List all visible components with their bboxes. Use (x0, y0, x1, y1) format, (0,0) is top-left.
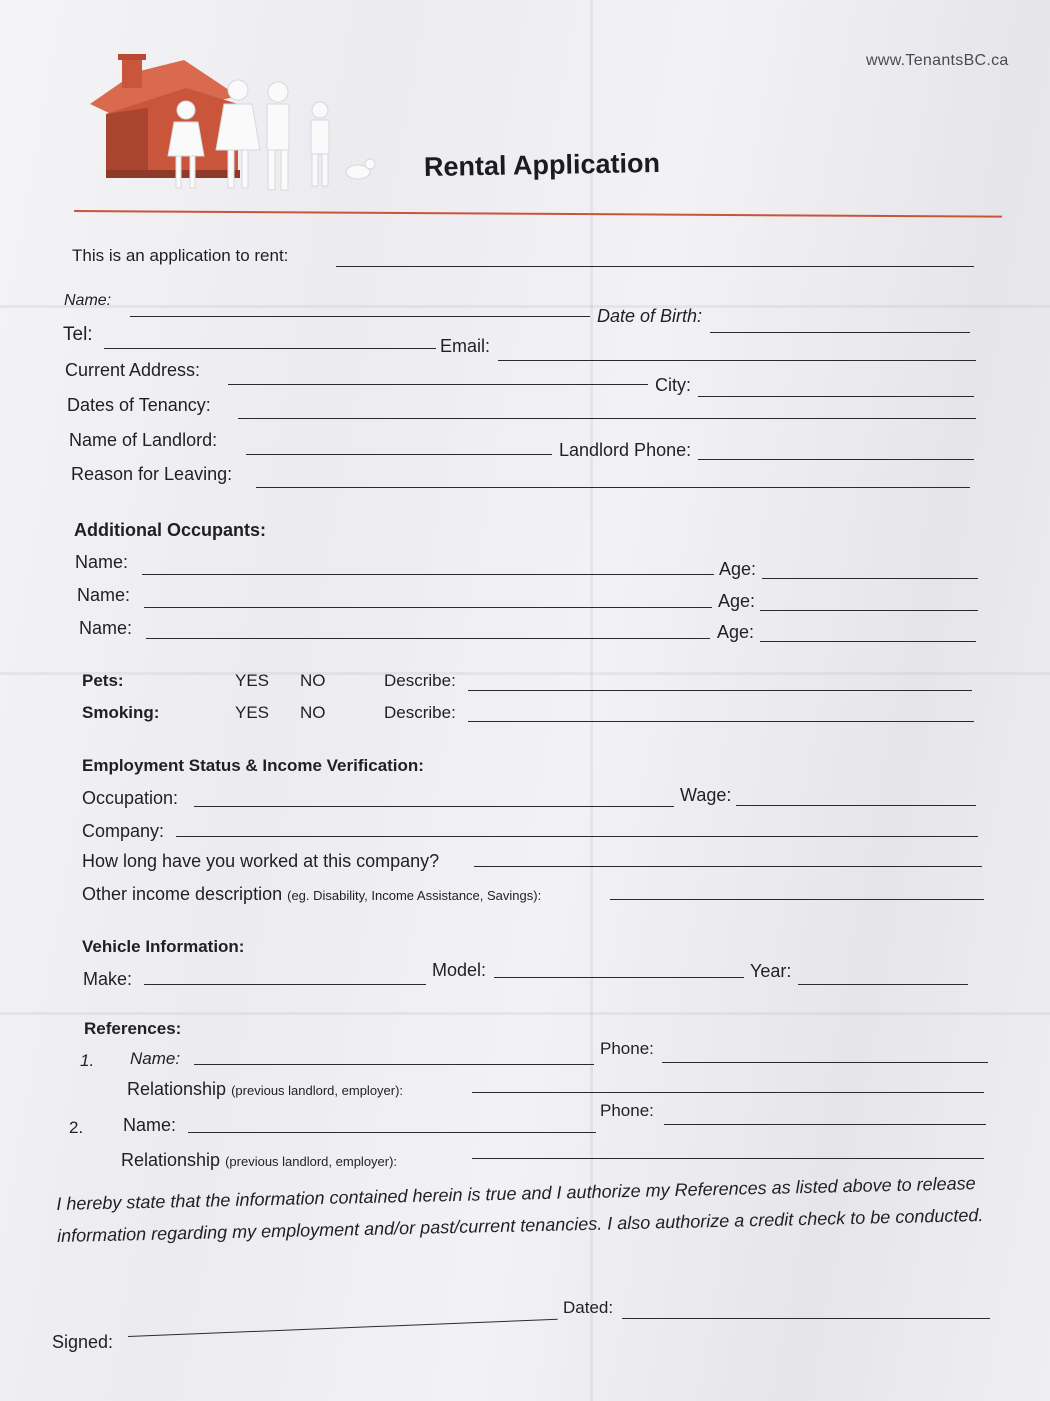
landlord-name-field[interactable] (246, 454, 552, 455)
occupant-2-age-field[interactable] (760, 610, 978, 611)
occupants-heading: Additional Occupants: (74, 520, 267, 540)
name-label: Name: (64, 292, 112, 309)
paper-fold (0, 305, 1050, 308)
application-to-rent-field[interactable] (336, 266, 974, 267)
relationship-text: Relationship (121, 1150, 221, 1170)
city-field[interactable] (698, 396, 974, 397)
declaration-text: I hereby state that the information contained herein is true and I authorize my References as listed above to release information regarding my employment and/or past/current tenancies. I also authorize a credit check to be conducted. (56, 1173, 984, 1246)
house-family-icon (88, 52, 378, 197)
occupant-age-label: Age: (718, 591, 756, 611)
how-long-label: How long have you worked at this company? (82, 851, 440, 871)
other-income-text: Other income description (82, 884, 283, 904)
page-title: Rental Application (423, 147, 661, 183)
occupant-name-label: Name: (79, 618, 133, 638)
reference-relationship-label (127, 1079, 403, 1100)
reference-1-relationship-field[interactable] (472, 1092, 984, 1093)
other-income-field[interactable] (610, 899, 984, 900)
reason-for-leaving-label: Reason for Leaving: (71, 464, 233, 484)
website-url: www.TenantsBC.ca (866, 52, 1009, 69)
tel-label: Tel: (63, 324, 93, 345)
reference-phone-label: Phone: (600, 1039, 654, 1058)
reference-1-name-field[interactable] (194, 1064, 594, 1065)
signed-label: Signed: (52, 1332, 114, 1352)
other-income-label (82, 884, 541, 905)
signed-field[interactable] (128, 1319, 558, 1337)
model-field[interactable] (494, 977, 744, 978)
current-address-field[interactable] (228, 384, 648, 385)
pets-describe-field[interactable] (468, 690, 972, 691)
occupant-2-name-field[interactable] (144, 607, 712, 608)
occupant-age-label: Age: (717, 622, 755, 642)
title-divider (74, 210, 1002, 218)
occupant-age-label: Age: (719, 559, 757, 579)
dated-label: Dated: (563, 1298, 614, 1317)
vehicle-heading: Vehicle Information: (82, 937, 245, 956)
relationship-note: (previous landlord, employer): (225, 1154, 398, 1169)
other-income-note: (eg. Disability, Income Assistance, Savings): (287, 888, 542, 903)
references-heading: References: (84, 1019, 182, 1038)
landlord-phone-label: Landlord Phone: (559, 440, 692, 460)
reference-name-label: Name: (130, 1049, 181, 1068)
landlord-name-label: Name of Landlord: (69, 430, 218, 450)
reference-name-label: Name: (123, 1115, 177, 1135)
dated-field[interactable] (622, 1318, 990, 1319)
make-label: Make: (83, 969, 133, 989)
reference-phone-label: Phone: (600, 1101, 654, 1120)
wage-field[interactable] (736, 805, 976, 806)
company-field[interactable] (176, 836, 978, 837)
smoking-describe-field[interactable] (468, 721, 974, 722)
occupation-label: Occupation: (82, 788, 179, 808)
reference-1-phone-field[interactable] (662, 1062, 988, 1063)
reference-number: 1. (80, 1051, 95, 1070)
current-address-label: Current Address: (65, 360, 201, 380)
reference-relationship-label (121, 1150, 397, 1171)
dates-of-tenancy-label: Dates of Tenancy: (67, 395, 211, 415)
relationship-note: (previous landlord, employer): (231, 1083, 404, 1098)
smoking-yes-option[interactable]: YES (235, 703, 270, 722)
occupant-name-label: Name: (77, 585, 131, 605)
email-label: Email: (440, 336, 491, 356)
date-of-birth-label: Date of Birth: (597, 306, 703, 326)
company-label: Company: (82, 821, 165, 841)
application-to-rent-label: This is an application to rent: (72, 246, 289, 265)
make-field[interactable] (144, 984, 426, 985)
wage-label: Wage: (680, 785, 732, 805)
paper-fold (0, 1012, 1050, 1015)
year-label: Year: (750, 961, 792, 981)
smoking-label: Smoking: (82, 703, 160, 722)
occupant-3-name-field[interactable] (146, 638, 710, 639)
occupant-1-name-field[interactable] (142, 574, 714, 575)
reference-number: 2. (69, 1118, 84, 1137)
email-field[interactable] (498, 360, 976, 361)
reason-for-leaving-field[interactable] (256, 487, 970, 488)
landlord-phone-field[interactable] (698, 459, 974, 460)
occupant-1-age-field[interactable] (762, 578, 978, 579)
pets-describe-label: Describe: (384, 671, 456, 690)
paper-fold (0, 672, 1050, 675)
date-of-birth-field[interactable] (710, 332, 970, 333)
reference-2-name-field[interactable] (188, 1132, 596, 1133)
dates-of-tenancy-field[interactable] (238, 418, 976, 419)
occupant-3-age-field[interactable] (760, 641, 976, 642)
how-long-field[interactable] (474, 866, 982, 867)
reference-2-relationship-field[interactable] (472, 1158, 984, 1159)
pets-no-option[interactable]: NO (300, 671, 326, 690)
smoking-describe-label: Describe: (384, 703, 456, 722)
tel-field[interactable] (104, 348, 436, 349)
employment-heading: Employment Status & Income Verification: (82, 756, 424, 775)
pets-label: Pets: (82, 671, 124, 690)
model-label: Model: (432, 960, 487, 980)
occupation-field[interactable] (194, 806, 674, 807)
pets-yes-option[interactable]: YES (235, 671, 270, 690)
occupant-name-label: Name: (75, 552, 129, 572)
reference-2-phone-field[interactable] (664, 1124, 986, 1125)
smoking-no-option[interactable]: NO (300, 703, 326, 722)
relationship-text: Relationship (127, 1079, 227, 1099)
name-field[interactable] (130, 316, 590, 317)
city-label: City: (655, 375, 691, 395)
year-field[interactable] (798, 984, 968, 985)
